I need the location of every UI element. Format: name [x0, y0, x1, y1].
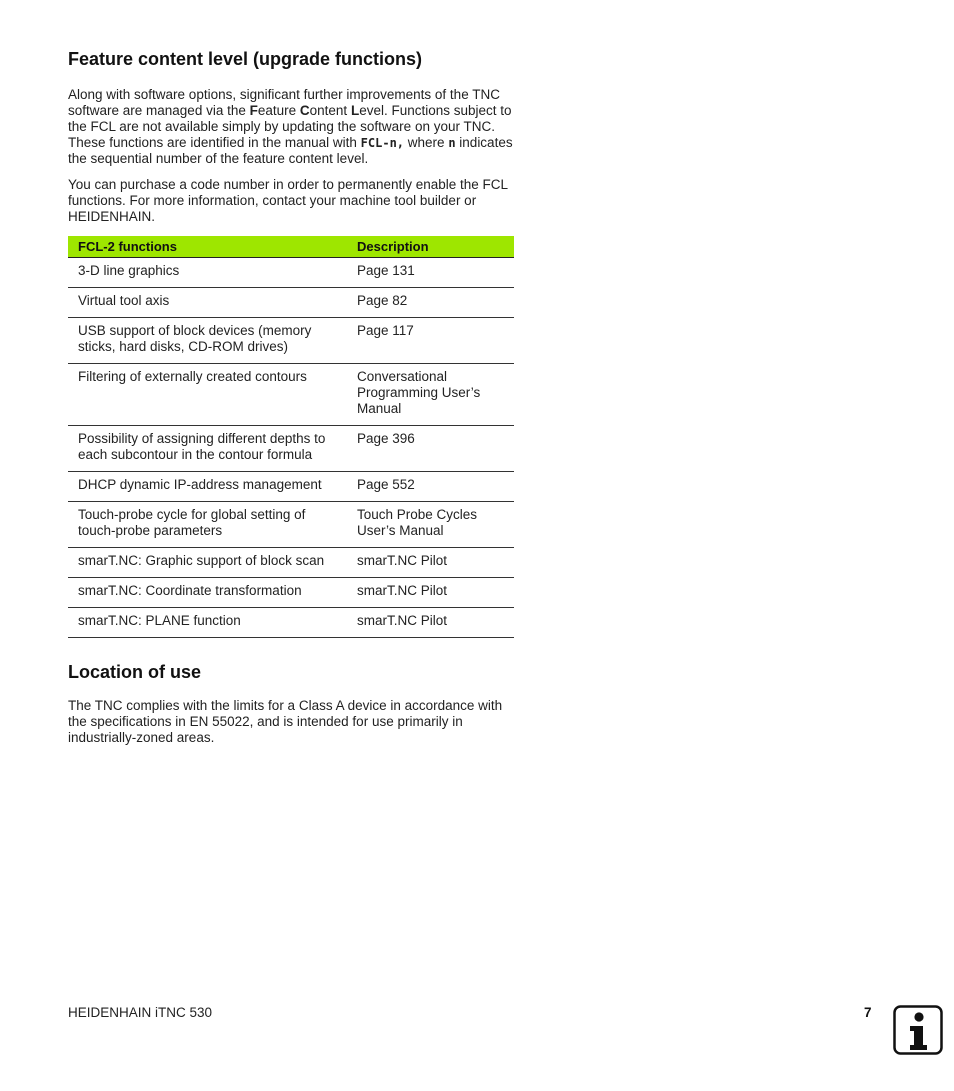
description-cell: smarT.NC Pilot: [347, 548, 514, 578]
description-cell: Page 396: [347, 426, 514, 472]
fcl-intro-paragraph: Along with software options, significant further improvements of the TNC software are managed via the Feature Content Level. Functions subject to the FCL are not available simply by updating the software on your TNC. These functions are identified in the manual with FCL-n, where n indicates the sequential number of the feature content level.: [68, 87, 513, 166]
table-row: [68, 364, 514, 426]
function-cell: 3-D line graphics: [68, 258, 347, 288]
table-row: [68, 258, 514, 288]
header-functions: FCL-2 functions: [68, 236, 347, 258]
page-number: 7: [864, 1005, 872, 1020]
description-cell: Touch Probe Cycles User’s Manual: [347, 502, 514, 548]
description-cell: Conversational Programming User’s Manual: [347, 364, 514, 426]
header-description: Description: [347, 236, 514, 258]
section-title-fcl: Feature content level (upgrade functions): [68, 49, 423, 69]
function-cell: smarT.NC: Coordinate transformation: [68, 578, 347, 608]
fcl-functions-table: [68, 236, 514, 638]
fcl-code: FCL-n,: [360, 136, 405, 150]
function-cell: USB support of block devices (memory sticks, hard disks, CD-ROM drives): [68, 318, 347, 364]
fcl-purchase-paragraph: You can purchase a code number in order to permanently enable the FCL functions. For more information, contact your machine tool builder or HEIDENHAIN.: [68, 177, 508, 224]
info-icon: [893, 1005, 943, 1055]
n-code: n: [448, 136, 456, 150]
description-cell: Page 117: [347, 318, 514, 364]
function-cell: Touch-probe cycle for global setting of touch-probe parameters: [68, 502, 347, 548]
footer-product-name: HEIDENHAIN iTNC 530: [68, 1005, 213, 1020]
table-row: [68, 502, 514, 548]
function-cell: DHCP dynamic IP-address management: [68, 472, 347, 502]
description-cell: smarT.NC Pilot: [347, 578, 514, 608]
table-row: [68, 318, 514, 364]
function-cell: Possibility of assigning different depths to each subcontour in the contour formula: [68, 426, 347, 472]
table-row: [68, 288, 514, 318]
description-cell: Page 552: [347, 472, 514, 502]
section-title-location: Location of use: [68, 662, 202, 682]
function-cell: Virtual tool axis: [68, 288, 347, 318]
table-row: [68, 472, 514, 502]
description-cell: Page 131: [347, 258, 514, 288]
location-paragraph: The TNC complies with the limits for a Class A device in accordance with the specifications in EN 55022, and is intended for use primarily in industrially-zoned areas.: [68, 698, 503, 745]
description-cell: smarT.NC Pilot: [347, 608, 514, 638]
function-cell: smarT.NC: PLANE function: [68, 608, 347, 638]
function-cell: smarT.NC: Graphic support of block scan: [68, 548, 347, 578]
table-header-row: [68, 236, 514, 258]
function-cell: Filtering of externally created contours: [68, 364, 347, 426]
table-row: [68, 608, 514, 638]
description-cell: Page 82: [347, 288, 514, 318]
page-content: [68, 48, 514, 746]
table-row: [68, 578, 514, 608]
table-row: [68, 426, 514, 472]
table-row: [68, 548, 514, 578]
